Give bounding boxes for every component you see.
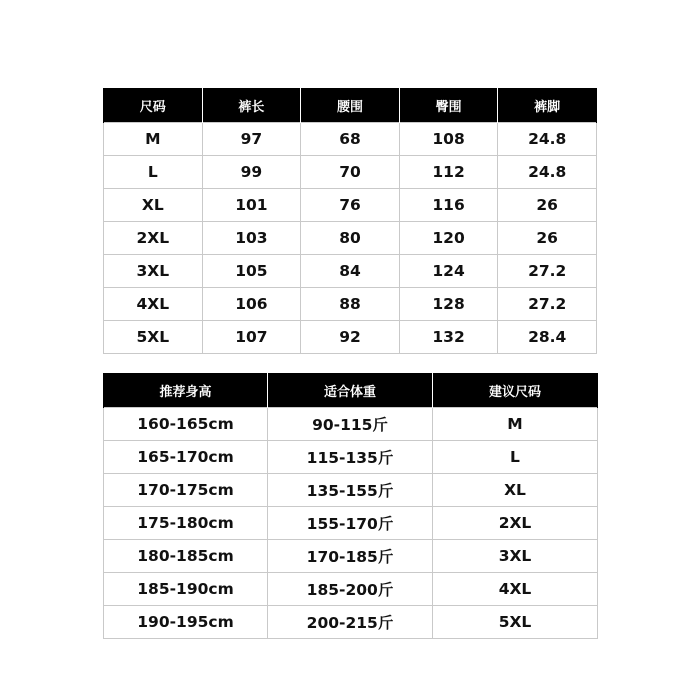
header-cell-suggested-size: 建议尺码 bbox=[433, 373, 598, 408]
recommendation-header bbox=[104, 373, 598, 408]
cell-size: 5XL bbox=[104, 321, 203, 354]
cell-hem: 24.8 bbox=[498, 123, 597, 156]
cell-suggested-size: XL bbox=[433, 474, 598, 507]
table-row bbox=[104, 255, 597, 288]
header-cell-hem: 裤脚 bbox=[498, 88, 597, 123]
recommendation-body bbox=[104, 408, 598, 639]
header-row bbox=[104, 373, 598, 408]
cell-suggested-size: M bbox=[433, 408, 598, 441]
cell-length: 101 bbox=[202, 189, 301, 222]
cell-hem: 27.2 bbox=[498, 288, 597, 321]
header-cell-size: 尺码 bbox=[104, 88, 203, 123]
cell-weight: 200-215斤 bbox=[268, 606, 433, 639]
cell-height: 190-195cm bbox=[104, 606, 268, 639]
table-row bbox=[104, 606, 598, 639]
cell-length: 106 bbox=[202, 288, 301, 321]
cell-height: 170-175cm bbox=[104, 474, 268, 507]
cell-waist: 68 bbox=[301, 123, 400, 156]
cell-weight: 170-185斤 bbox=[268, 540, 433, 573]
cell-suggested-size: 5XL bbox=[433, 606, 598, 639]
header-cell-weight: 适合体重 bbox=[268, 373, 433, 408]
cell-height: 160-165cm bbox=[104, 408, 268, 441]
cell-hip: 132 bbox=[399, 321, 498, 354]
cell-hem: 26 bbox=[498, 222, 597, 255]
cell-suggested-size: 4XL bbox=[433, 573, 598, 606]
table-row bbox=[104, 507, 598, 540]
cell-hem: 28.4 bbox=[498, 321, 597, 354]
cell-waist: 92 bbox=[301, 321, 400, 354]
header-cell-height: 推荐身高 bbox=[104, 373, 268, 408]
cell-height: 180-185cm bbox=[104, 540, 268, 573]
header-cell-length: 裤长 bbox=[202, 88, 301, 123]
cell-hip: 128 bbox=[399, 288, 498, 321]
cell-height: 165-170cm bbox=[104, 441, 268, 474]
size-chart-table bbox=[103, 88, 597, 354]
cell-hem: 24.8 bbox=[498, 156, 597, 189]
header-cell-hip: 臀围 bbox=[399, 88, 498, 123]
table-row bbox=[104, 123, 597, 156]
cell-height: 175-180cm bbox=[104, 507, 268, 540]
cell-height: 185-190cm bbox=[104, 573, 268, 606]
cell-length: 103 bbox=[202, 222, 301, 255]
cell-weight: 135-155斤 bbox=[268, 474, 433, 507]
cell-length: 97 bbox=[202, 123, 301, 156]
table-row bbox=[104, 222, 597, 255]
cell-hip: 120 bbox=[399, 222, 498, 255]
recommendation-table bbox=[103, 373, 598, 639]
cell-waist: 70 bbox=[301, 156, 400, 189]
cell-length: 107 bbox=[202, 321, 301, 354]
table-row bbox=[104, 156, 597, 189]
cell-suggested-size: 2XL bbox=[433, 507, 598, 540]
table-row bbox=[104, 441, 598, 474]
cell-size: 2XL bbox=[104, 222, 203, 255]
table-row bbox=[104, 189, 597, 222]
table-row bbox=[104, 408, 598, 441]
cell-waist: 76 bbox=[301, 189, 400, 222]
cell-weight: 155-170斤 bbox=[268, 507, 433, 540]
cell-waist: 88 bbox=[301, 288, 400, 321]
cell-size: L bbox=[104, 156, 203, 189]
cell-hip: 108 bbox=[399, 123, 498, 156]
table-row bbox=[104, 288, 597, 321]
cell-size: 4XL bbox=[104, 288, 203, 321]
cell-size: M bbox=[104, 123, 203, 156]
header-row bbox=[104, 88, 597, 123]
table-row bbox=[104, 540, 598, 573]
table-row bbox=[104, 474, 598, 507]
cell-hip: 112 bbox=[399, 156, 498, 189]
cell-hem: 26 bbox=[498, 189, 597, 222]
cell-weight: 90-115斤 bbox=[268, 408, 433, 441]
size-chart-header bbox=[104, 88, 597, 123]
cell-hip: 124 bbox=[399, 255, 498, 288]
table-row bbox=[104, 573, 598, 606]
cell-size: 3XL bbox=[104, 255, 203, 288]
cell-hem: 27.2 bbox=[498, 255, 597, 288]
size-chart-body bbox=[104, 123, 597, 354]
table-row bbox=[104, 321, 597, 354]
cell-waist: 84 bbox=[301, 255, 400, 288]
cell-weight: 115-135斤 bbox=[268, 441, 433, 474]
cell-size: XL bbox=[104, 189, 203, 222]
header-cell-waist: 腰围 bbox=[301, 88, 400, 123]
cell-length: 105 bbox=[202, 255, 301, 288]
cell-waist: 80 bbox=[301, 222, 400, 255]
cell-suggested-size: L bbox=[433, 441, 598, 474]
cell-hip: 116 bbox=[399, 189, 498, 222]
cell-length: 99 bbox=[202, 156, 301, 189]
cell-weight: 185-200斤 bbox=[268, 573, 433, 606]
cell-suggested-size: 3XL bbox=[433, 540, 598, 573]
